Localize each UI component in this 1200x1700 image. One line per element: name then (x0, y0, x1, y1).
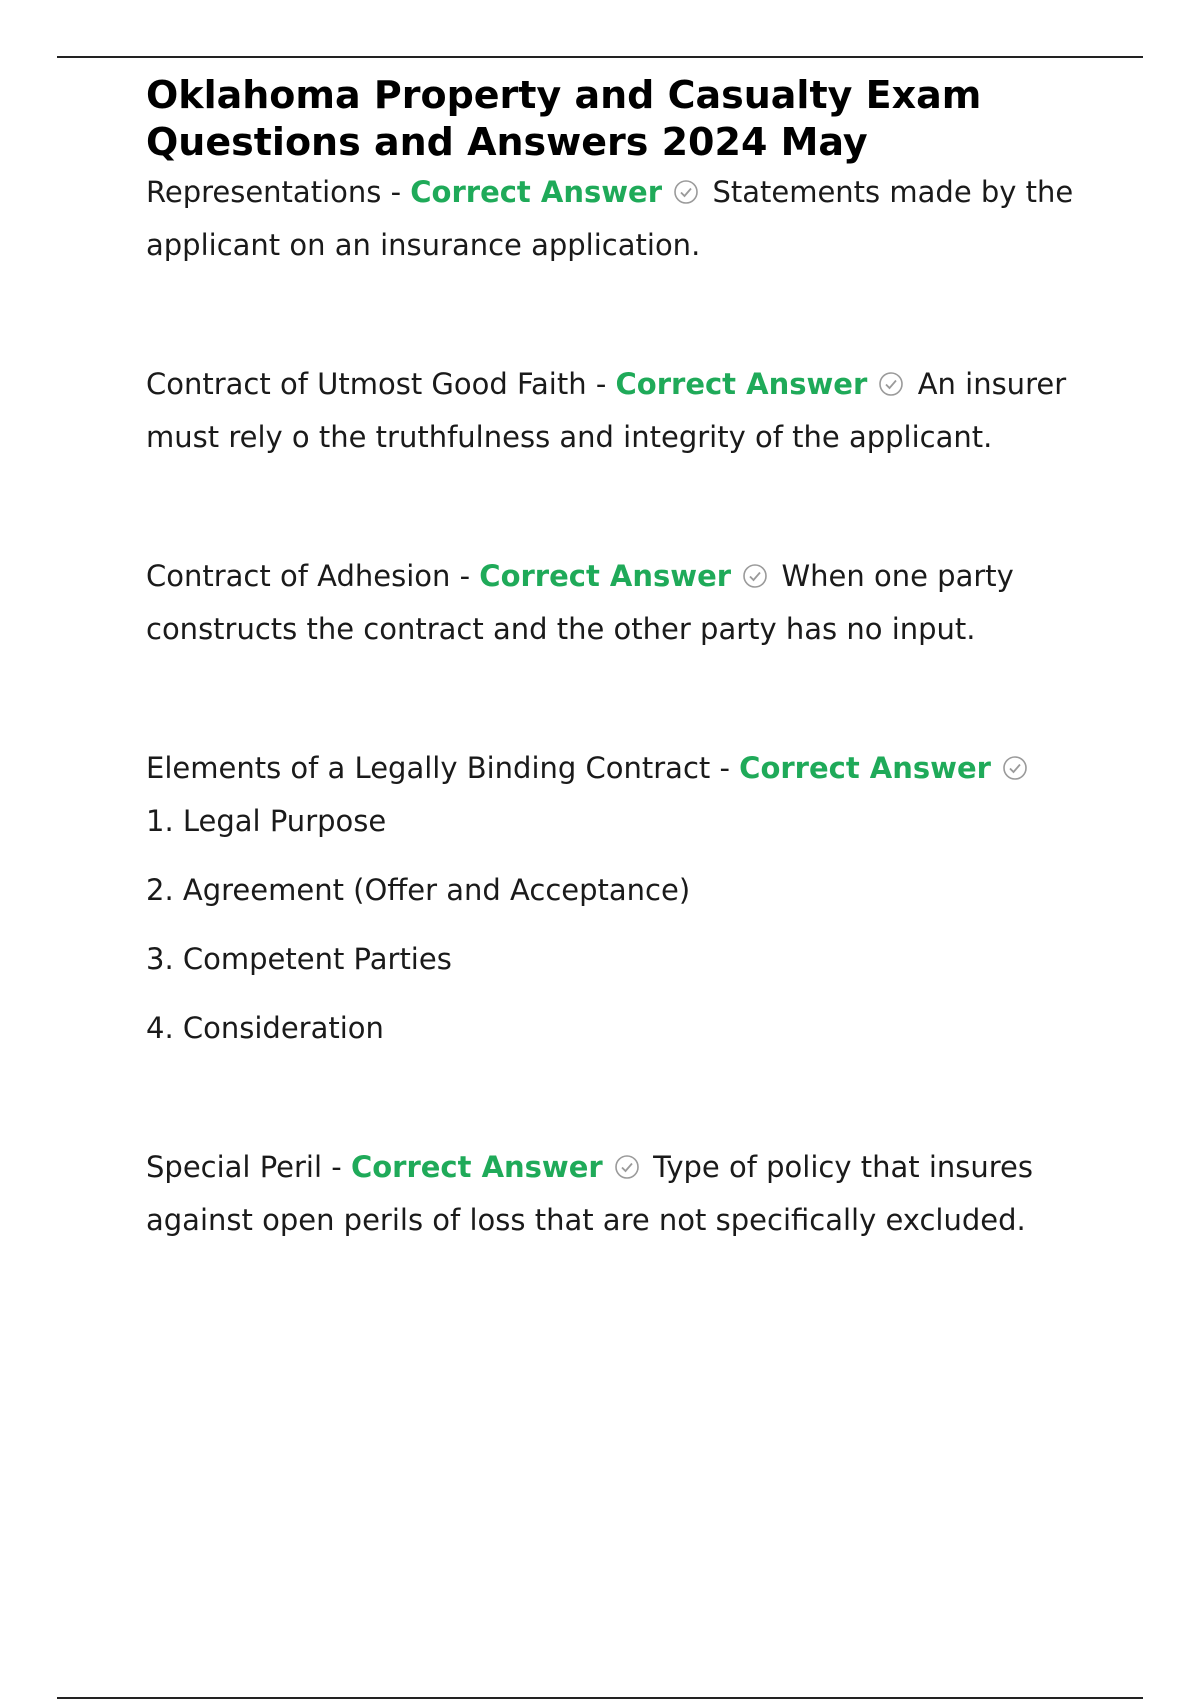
list-item: 1. Legal Purpose (146, 804, 387, 838)
qa-entry-representations (146, 166, 1096, 272)
term: Contract of Utmost Good Faith - (146, 367, 607, 401)
bottom-rule (57, 1697, 1143, 1699)
answer-label: Correct Answer (615, 367, 868, 401)
check-circle-icon (1002, 755, 1028, 781)
list-item: 2. Agreement (Offer and Acceptance) (146, 873, 691, 907)
term: Representations - (146, 175, 402, 209)
term: Special Peril - (146, 1150, 342, 1184)
answer-label: Correct Answer (479, 559, 732, 593)
qa-entry-utmost-good-faith (146, 358, 1096, 464)
list-item: 3. Competent Parties (146, 942, 452, 976)
answer-label: Correct Answer (739, 751, 991, 785)
check-circle-icon (614, 1154, 640, 1180)
answer-text: When one party constructs the contract and the other party has no input. (146, 559, 1014, 646)
document-body (146, 72, 1096, 1247)
term: Contract of Adhesion - (146, 559, 471, 593)
qa-entry-special-peril (146, 1141, 1096, 1247)
answer-label: Correct Answer (350, 1150, 603, 1184)
list-item: 4. Consideration (146, 1011, 384, 1045)
qa-entry-adhesion (146, 550, 1096, 656)
check-circle-icon (878, 371, 904, 397)
answer-text: An insurer must rely o the truthfulness and integrity of the applicant. (146, 367, 1067, 454)
top-rule (57, 56, 1143, 58)
qa-entry-binding-contract (146, 742, 1096, 1055)
check-circle-icon (673, 179, 699, 205)
answer-text: Type of policy that insures against open perils of loss that are not specifically excluded. (146, 1150, 1034, 1237)
term: Elements of a Legally Binding Contract - (146, 751, 730, 785)
check-circle-icon (742, 563, 768, 589)
answer-label: Correct Answer (410, 175, 663, 209)
answer-text: Statements made by the applicant on an insurance application. (146, 175, 1074, 262)
document-title: Oklahoma Property and Casualty Exam Questions and Answers 2024 May (146, 73, 982, 164)
